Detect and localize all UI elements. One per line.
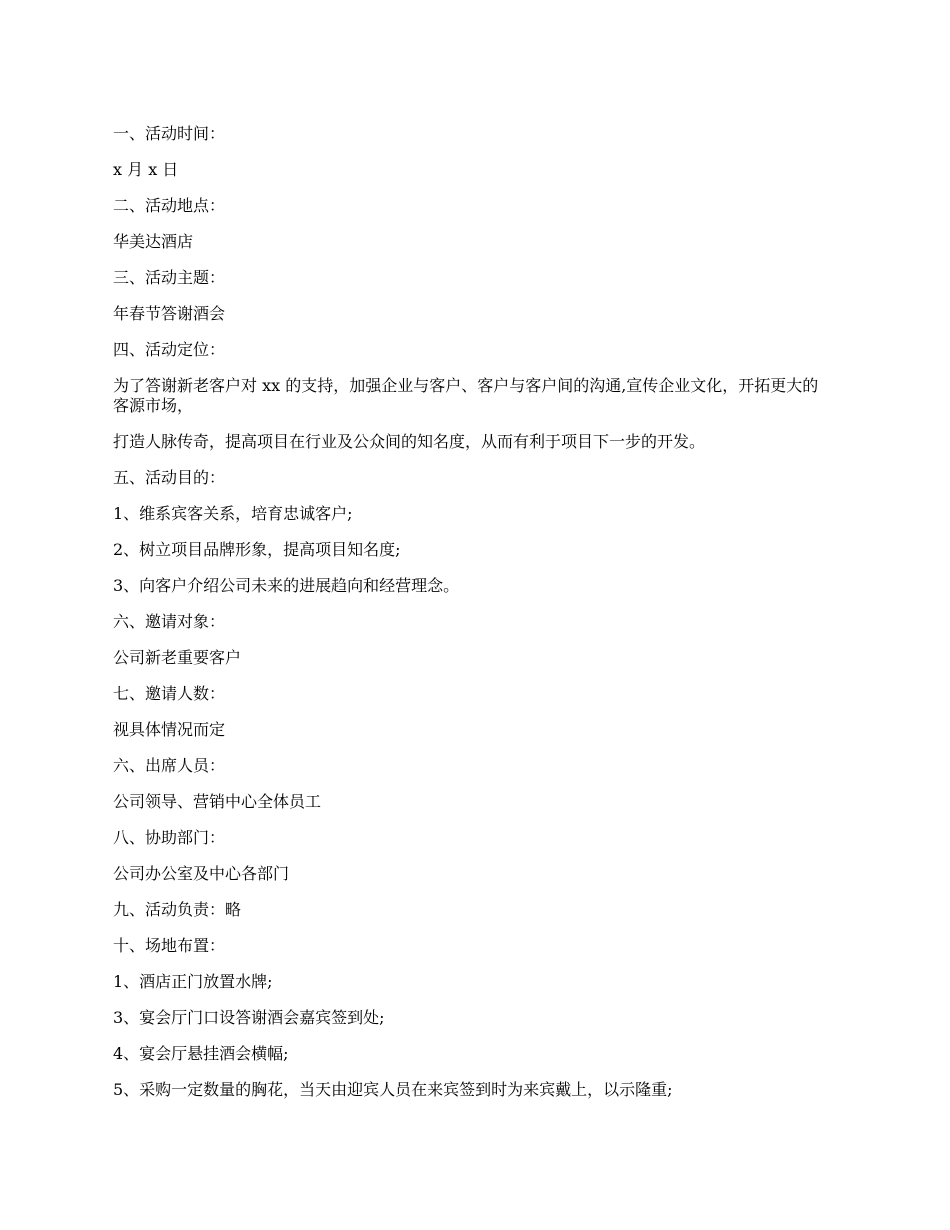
paragraph: x 月 x 日 — [113, 160, 179, 179]
paragraph: 打造人脉传奇，提高项目在行业及公众间的知名度，从而有利于项目下一步的开发。 — [113, 432, 706, 451]
paragraph: 三、活动主题： — [113, 268, 226, 287]
paragraph: 四、活动定位： — [113, 340, 226, 359]
paragraph: 视具体情况而定 — [113, 720, 226, 739]
paragraph: 4、宴会厅悬挂酒会横幅; — [113, 1044, 289, 1063]
paragraph: 5、采购一定数量的胸花，当天由迎宾人员在来宾签到时为来宾戴上，以示隆重; — [113, 1080, 673, 1099]
paragraph: 1、维系宾客关系，培育忠诚客户; — [113, 504, 353, 523]
paragraph: 3、向客户介绍公司未来的进展趋向和经营理念。 — [113, 576, 460, 595]
paragraph: 二、活动地点： — [113, 196, 226, 215]
paragraph: 公司新老重要客户 — [113, 648, 242, 667]
paragraph: 五、活动目的： — [113, 468, 226, 487]
paragraph: 年春节答谢酒会 — [113, 304, 226, 323]
paragraph: 六、邀请对象： — [113, 612, 226, 631]
paragraph: 八、协助部门： — [113, 828, 226, 847]
paragraph: 公司办公室及中心各部门 — [113, 864, 290, 883]
document-body — [113, 124, 833, 1116]
paragraph: 九、活动负责：略 — [113, 900, 242, 919]
paragraph: 3、宴会厅门口设答谢酒会嘉宾签到处; — [113, 1008, 385, 1027]
paragraph: 公司领导、营销中心全体员工 — [113, 792, 322, 811]
paragraph: 七、邀请人数： — [113, 684, 226, 703]
paragraph: 六、出席人员： — [113, 756, 226, 775]
paragraph: 华美达酒店 — [113, 232, 194, 251]
paragraph: 为了答谢新老客户对 xx 的支持，加强企业与客户、客户与客户间的沟通,宣传企业文化，开拓更大的客源市场， — [113, 376, 819, 415]
paragraph: 一、活动时间： — [113, 124, 226, 143]
paragraph: 十、场地布置： — [113, 936, 226, 955]
paragraph: 1、酒店正门放置水牌; — [113, 972, 273, 991]
paragraph: 2、树立项目品牌形象，提高项目知名度; — [113, 540, 401, 559]
